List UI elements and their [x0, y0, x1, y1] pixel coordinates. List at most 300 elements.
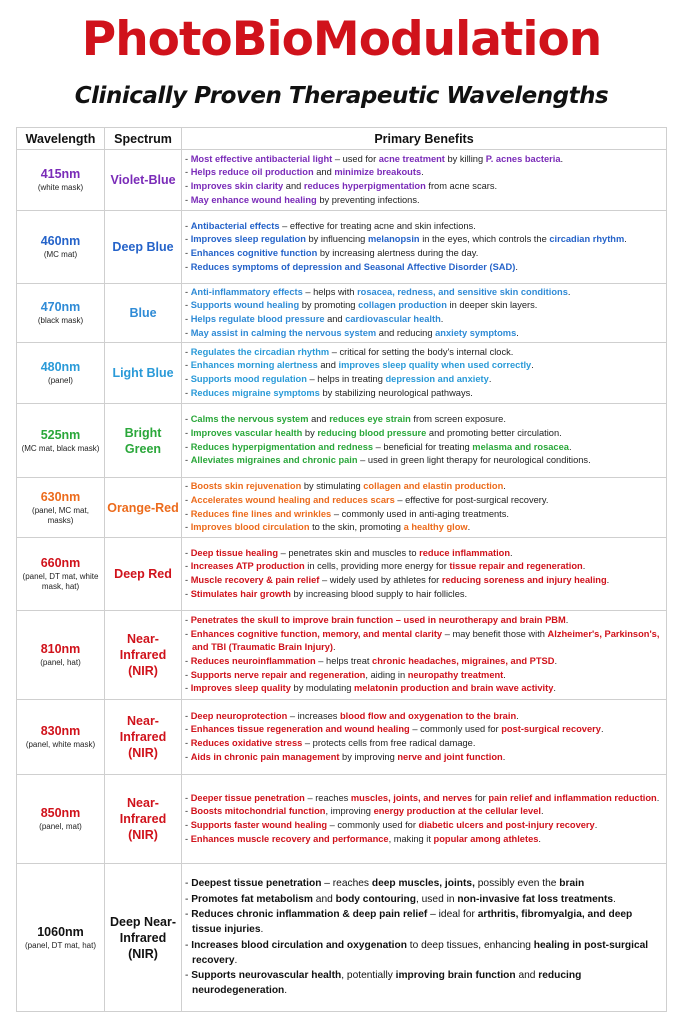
benefit-highlight: brain — [559, 878, 585, 890]
benefit-item — [185, 373, 662, 387]
benefit-text: by improving — [339, 751, 398, 762]
benefit-highlight: Deep tissue healing — [190, 547, 279, 558]
spectrum-cell: Deep Red — [105, 538, 182, 611]
benefit-item — [185, 892, 662, 907]
benefit-highlight: Reduces neuroinflammation — [190, 656, 316, 666]
benefit-text: – helps with — [302, 286, 358, 297]
benefit-text: in the eyes, which controls the — [419, 234, 550, 245]
benefit-text: . — [503, 481, 506, 492]
benefit-highlight: Calms the nervous system — [190, 414, 309, 425]
benefit-item — [185, 669, 662, 683]
benefit-item — [185, 313, 662, 327]
benefit-highlight: reducing blood pressure — [317, 427, 427, 438]
wavelength-value: 830nm — [40, 724, 81, 738]
benefit-text: - — [185, 522, 191, 533]
benefit-highlight: Deepest tissue penetration — [191, 878, 322, 890]
benefit-highlight: Deep neuroprotection — [190, 710, 288, 721]
benefit-item — [185, 833, 662, 847]
table-row — [17, 775, 667, 864]
benefit-text: . — [234, 954, 238, 966]
benefit-text: . — [582, 561, 586, 572]
wavelength-value: 470nm — [40, 300, 81, 314]
benefit-text: - — [185, 455, 191, 466]
benefit-text: , making it — [388, 833, 434, 844]
benefit-text: by stimulating — [301, 481, 364, 492]
benefit-highlight: Improves skin clarity — [190, 181, 284, 191]
table-header-row — [17, 128, 667, 150]
benefit-text: , aiding in — [365, 669, 408, 680]
benefit-text: and — [317, 360, 339, 371]
benefit-text: , improving — [325, 806, 374, 817]
wavelength-value: 480nm — [40, 360, 81, 374]
benefit-text: - — [185, 220, 191, 231]
spectrum-cell: Near-Infrared (NIR) — [105, 775, 182, 864]
benefit-text: . — [656, 792, 660, 803]
benefit-item — [185, 819, 662, 833]
benefits-list — [185, 220, 662, 274]
wavelength-value: 1060nm — [37, 924, 84, 939]
benefit-text: – increases — [287, 710, 340, 721]
benefit-text: from acne scars. — [425, 181, 498, 191]
benefit-text: and — [283, 181, 304, 191]
spectrum-cell: Deep Blue — [105, 211, 182, 284]
spectrum-cell: Near-Infrared (NIR) — [105, 700, 182, 775]
benefit-highlight: Enhances morning alertness — [190, 360, 318, 371]
benefit-highlight: Stimulates hair growth — [190, 588, 291, 599]
benefits-list — [185, 153, 662, 207]
benefits-cell — [182, 478, 667, 538]
wavelength-device-note: (panel, mat) — [39, 822, 82, 831]
benefit-text: in deeper skin layers. — [446, 300, 538, 311]
benefit-text: - — [185, 628, 191, 639]
benefit-highlight: Reduces migraine symptoms — [190, 387, 320, 398]
benefit-highlight: Reduces fine lines and wrinkles — [190, 508, 332, 519]
benefit-text: . — [515, 261, 518, 272]
benefit-highlight: Enhances muscle recovery and performance — [190, 833, 389, 844]
benefit-item — [185, 327, 662, 341]
benefits-cell — [182, 211, 667, 284]
wavelength-device-note: (MC mat, black mask) — [21, 443, 100, 453]
benefit-text: - — [185, 724, 191, 735]
header-wavelength: Wavelength — [17, 128, 105, 150]
benefit-text: . — [567, 286, 571, 297]
benefit-item — [185, 346, 662, 360]
benefit-text: - — [185, 261, 191, 272]
benefit-highlight: May assist in calming the nervous system — [190, 327, 377, 338]
table-row — [17, 864, 667, 1012]
benefit-text: . — [516, 710, 519, 721]
benefit-text: - — [185, 561, 191, 572]
benefit-highlight: popular among athletes — [433, 833, 539, 844]
benefit-item — [185, 480, 662, 494]
benefits-list — [185, 413, 662, 467]
benefit-text: - — [185, 738, 191, 748]
benefit-text: – commonly used for — [327, 820, 419, 830]
benefit-highlight: collagen and elastin production — [363, 481, 504, 492]
benefit-text: - — [185, 414, 191, 425]
benefit-text: – protects cells from free radical damage. — [302, 738, 476, 748]
benefit-item — [185, 655, 662, 669]
benefit-item — [185, 413, 662, 427]
benefits-list — [185, 614, 662, 696]
benefit-item — [185, 359, 662, 373]
benefit-text: – helps treat — [315, 656, 373, 666]
spectrum-cell: Blue — [105, 284, 182, 343]
benefit-item — [185, 427, 662, 441]
benefits-cell — [182, 775, 667, 864]
benefit-highlight: Most effective antibacterial light — [190, 153, 333, 164]
benefit-highlight: Helps reduce oil production — [190, 167, 314, 178]
benefit-text: - — [185, 683, 191, 694]
benefit-text: , used in — [415, 893, 458, 905]
benefit-item — [185, 588, 662, 602]
benefit-text: . — [624, 234, 627, 245]
benefit-text: - — [185, 153, 191, 164]
benefit-text: - — [185, 878, 192, 890]
benefit-item — [185, 180, 662, 194]
wavelength-cell — [17, 404, 105, 478]
wavelength-cell — [17, 284, 105, 343]
benefit-item — [185, 710, 662, 724]
benefit-highlight: minimize breakouts — [334, 167, 422, 178]
benefit-highlight: Aids in chronic pain management — [190, 751, 340, 762]
benefit-highlight: non-invasive fat loss treatments — [457, 893, 614, 905]
benefit-text: by modulating — [290, 683, 354, 694]
benefit-highlight: anxiety symptoms — [435, 327, 517, 338]
benefit-highlight: Boosts skin rejuvenation — [190, 481, 302, 492]
benefit-text: - — [185, 575, 191, 585]
benefit-highlight: Enhances cognitive function — [190, 248, 318, 258]
benefit-text: . — [606, 575, 610, 585]
benefit-highlight: deep muscles, joints, — [371, 878, 475, 890]
benefit-highlight: rosacea, redness, and sensitive skin conditions — [357, 286, 568, 297]
benefit-text: - — [185, 286, 191, 297]
benefit-text: - — [185, 820, 191, 830]
benefit-text: . — [467, 522, 471, 533]
benefit-text: . — [613, 893, 616, 905]
spectrum-cell: Near-Infrared (NIR) — [105, 611, 182, 700]
wavelength-cell — [17, 700, 105, 775]
benefit-text: - — [185, 494, 191, 505]
benefit-item — [185, 166, 662, 180]
benefit-text: and promoting better circulation. — [426, 427, 562, 438]
benefit-text: . — [333, 642, 336, 653]
benefit-highlight: Promotes fat metabolism — [191, 893, 313, 905]
benefits-cell — [182, 343, 667, 404]
benefit-text: - — [185, 167, 191, 178]
benefit-text: - — [185, 181, 191, 191]
benefit-item — [185, 628, 662, 655]
benefit-highlight: Reduces oxidative stress — [190, 738, 303, 748]
benefit-item — [185, 547, 662, 561]
benefit-text: and — [312, 893, 336, 905]
benefit-text: by influencing — [305, 234, 368, 245]
header-spectrum: Spectrum — [105, 128, 182, 150]
benefit-item — [185, 247, 662, 261]
wavelength-table — [16, 127, 667, 1012]
benefit-highlight: improving brain function — [395, 970, 516, 982]
benefit-text: – effective for post-surgical recovery. — [394, 494, 549, 505]
benefit-text: by stabilizing neurological pathways. — [319, 387, 473, 398]
table-row — [17, 404, 667, 478]
benefit-item — [185, 387, 662, 401]
benefit-highlight: Reduces hyperpigmentation and redness — [190, 441, 374, 452]
benefit-text: – effective for treating acne and skin infections. — [279, 220, 476, 231]
benefit-text: - — [185, 893, 192, 905]
table-row — [17, 538, 667, 611]
table-row — [17, 150, 667, 211]
benefit-highlight: Helps regulate blood pressure — [190, 314, 325, 324]
benefit-text: by — [302, 427, 318, 438]
benefit-text: - — [185, 346, 191, 357]
benefit-text: - — [185, 970, 192, 982]
benefit-text: and — [308, 414, 330, 425]
benefit-highlight: Enhances cognitive function, memory, and mental clarity — [190, 628, 443, 639]
benefit-text: - — [185, 374, 191, 384]
benefit-text: . — [553, 683, 556, 694]
benefits-cell — [182, 864, 667, 1012]
benefit-text: . — [503, 669, 506, 680]
benefit-text: . — [565, 615, 569, 626]
benefit-highlight: Improves blood circulation — [190, 522, 310, 533]
spectrum-cell: Violet-Blue — [105, 150, 182, 211]
wavelength-device-note: (panel, DT mat, white mask, hat) — [22, 572, 99, 591]
benefit-highlight: Deeper tissue penetration — [190, 792, 305, 803]
benefit-text: – may benefit those with — [442, 628, 548, 639]
benefit-text: and — [313, 167, 335, 178]
benefit-text: . — [554, 656, 558, 666]
benefit-text: . — [531, 360, 534, 371]
benefit-highlight: Supports neurovascular health — [191, 970, 342, 982]
header-benefits: Primary Benefits — [182, 128, 667, 150]
wavelength-device-note: (panel, MC mat, masks) — [32, 505, 89, 525]
benefit-item — [185, 560, 662, 574]
benefit-text: . — [540, 806, 544, 817]
wavelength-device-note: (MC mat) — [43, 250, 78, 259]
benefit-text: by increasing alertness during the day. — [317, 248, 479, 258]
benefit-highlight: P. acnes bacteria — [485, 153, 561, 164]
benefit-highlight: Supports nerve repair and regeneration — [190, 669, 366, 680]
benefit-text: - — [185, 327, 191, 338]
benefit-highlight: Improves sleep regulation — [190, 234, 306, 245]
benefit-highlight: collagen production — [358, 300, 447, 311]
wavelength-cell — [17, 343, 105, 404]
wavelength-value: 525nm — [40, 427, 81, 442]
benefit-highlight: tissue repair and regeneration — [449, 561, 583, 572]
table-row — [17, 611, 667, 700]
benefits-list — [185, 286, 662, 340]
benefit-item — [185, 723, 662, 737]
wavelength-value: 810nm — [40, 642, 81, 656]
benefit-highlight: Reduces symptoms of depression and Seasonal Affective Disorder (SAD) — [190, 261, 516, 272]
spectrum-cell: Light Blue — [105, 343, 182, 404]
benefit-item — [185, 194, 662, 208]
benefits-cell — [182, 150, 667, 211]
benefit-text: – widely used by athletes for — [319, 575, 442, 585]
benefit-text: by promoting — [299, 300, 359, 311]
benefit-highlight: Antibacterial effects — [190, 220, 280, 231]
benefit-highlight: body contouring — [335, 893, 416, 905]
wavelength-value: 850nm — [40, 806, 81, 820]
benefit-text: . — [510, 547, 513, 558]
benefit-text: - — [185, 939, 192, 951]
benefit-text: - — [185, 508, 191, 519]
benefit-text: from screen exposure. — [410, 414, 506, 425]
benefit-text: - — [185, 194, 191, 205]
benefit-text: – used in green light therapy for neurological conditions. — [357, 455, 591, 466]
benefit-highlight: pain relief and inflammation reduction — [488, 792, 657, 803]
benefits-cell — [182, 611, 667, 700]
benefit-highlight: Improves sleep quality — [190, 683, 291, 694]
benefit-text: . — [421, 167, 424, 178]
benefit-text: - — [185, 908, 192, 920]
benefit-text: - — [185, 710, 191, 721]
benefit-highlight: reduces hyperpigmentation — [303, 181, 426, 191]
benefit-text: – ideal for — [427, 908, 478, 920]
benefit-text: – used for — [332, 153, 379, 164]
wavelength-cell — [17, 864, 105, 1012]
benefit-item — [185, 805, 662, 819]
wavelength-device-note: (panel) — [48, 376, 73, 385]
benefit-item — [185, 876, 662, 891]
benefit-highlight: Enhances tissue regeneration and wound healing — [190, 724, 410, 735]
benefit-text: – reaches — [321, 878, 372, 890]
benefit-text: in cells, providing more energy for — [304, 561, 450, 572]
benefits-list — [185, 792, 662, 846]
benefit-text: and reducing — [376, 327, 436, 338]
spectrum-cell: Deep Near-Infrared (NIR) — [105, 864, 182, 1012]
benefit-text: . — [560, 153, 564, 164]
benefit-item — [185, 494, 662, 508]
benefit-text: . — [502, 751, 506, 762]
wavelength-cell — [17, 211, 105, 284]
table-row — [17, 478, 667, 538]
benefit-text: . — [440, 314, 444, 324]
benefit-highlight: post-surgical recovery — [501, 724, 601, 735]
benefit-text: - — [185, 806, 191, 817]
benefit-text: possibly even the — [474, 878, 560, 890]
benefits-list — [185, 346, 662, 400]
table-row — [17, 343, 667, 404]
benefit-text: . — [284, 985, 288, 997]
wavelength-device-note: (white mask) — [37, 183, 84, 192]
benefit-text: and — [515, 970, 539, 982]
benefit-item — [185, 454, 662, 468]
benefit-text: for — [472, 792, 489, 803]
benefit-text: . — [538, 833, 542, 844]
benefit-text: by killing — [444, 153, 486, 164]
benefit-highlight: Supports mood regulation — [190, 374, 307, 384]
benefit-item — [185, 521, 662, 535]
benefit-text: - — [185, 441, 191, 452]
wavelength-value: 415nm — [40, 167, 81, 181]
benefit-item — [185, 614, 662, 628]
benefit-text: - — [185, 588, 191, 599]
benefits-list — [185, 547, 662, 601]
spectrum-cell: Orange-Red — [105, 478, 182, 538]
benefit-text: – commonly used for — [409, 724, 502, 735]
benefit-item — [185, 968, 662, 999]
benefit-highlight: neuropathy treatment — [407, 669, 504, 680]
benefit-highlight: Reduces chronic inflammation & deep pain relief — [191, 908, 428, 920]
benefit-highlight: nerve and joint function — [397, 751, 503, 762]
benefit-highlight: cardiovascular health — [345, 314, 441, 324]
table-row — [17, 284, 667, 343]
benefit-text: , potentially — [341, 970, 396, 982]
benefit-highlight: depression and anxiety — [385, 374, 489, 384]
benefit-highlight: melatonin production and brain wave activity — [354, 683, 554, 694]
benefit-highlight: Boosts mitochondrial function — [190, 806, 326, 817]
benefit-text: . — [516, 327, 519, 338]
benefit-highlight: Anti-inflammatory effects — [190, 286, 303, 297]
benefit-highlight: diabetic ulcers and post-injury recovery — [418, 820, 595, 830]
benefit-text: - — [185, 234, 191, 245]
benefit-text: - — [185, 387, 191, 398]
benefit-highlight: reducing soreness and injury healing — [441, 575, 607, 585]
wavelength-device-note: (panel, hat) — [40, 658, 81, 667]
benefit-text: - — [185, 481, 191, 492]
benefit-highlight: Penetrates the skull to improve brain function – used in neurotherapy and brain PBM — [190, 615, 566, 626]
benefit-item — [185, 508, 662, 522]
benefit-text: by preventing infections. — [316, 194, 420, 205]
benefits-cell — [182, 538, 667, 611]
wavelength-device-note: (black mask) — [37, 316, 84, 325]
benefit-item — [185, 220, 662, 234]
benefits-list — [185, 710, 662, 764]
benefits-cell — [182, 700, 667, 775]
benefit-highlight: reducing neurodegeneration — [192, 970, 582, 997]
benefit-item — [185, 938, 662, 969]
benefit-highlight: circadian rhythm — [549, 234, 625, 245]
benefit-highlight: Alzheimer's, Parkinson's, and TBI (Traumatic Brain Injury) — [192, 628, 660, 653]
benefit-text: - — [185, 300, 191, 311]
benefit-text: by increasing blood supply to hair follicles. — [290, 588, 468, 599]
page-subtitle: Clinically Proven Therapeutic Wavelengths — [74, 83, 609, 109]
benefit-item — [185, 751, 662, 765]
benefit-highlight: arthritis, fibromyalgia, and deep tissue injuries — [192, 908, 633, 936]
benefit-text: – penetrates skin and muscles to — [278, 547, 420, 558]
benefit-highlight: energy production at the cellular level — [373, 806, 541, 817]
benefit-item — [185, 153, 662, 167]
wavelength-device-note: (panel, DT mat, hat) — [25, 940, 96, 950]
benefit-text: to the skin, promoting — [309, 522, 404, 533]
benefit-text: – reaches — [304, 792, 351, 803]
benefit-highlight: chronic headaches, migraines, and PTSD — [372, 656, 555, 666]
wavelength-value: 660nm — [40, 556, 81, 570]
benefit-text: - — [185, 656, 191, 666]
benefit-text: – critical for setting the body's internal clock. — [329, 346, 514, 357]
benefit-highlight: Supports wound healing — [190, 300, 300, 311]
spectrum-cell: Bright Green — [105, 404, 182, 478]
benefit-text: – helps in treating — [306, 374, 386, 384]
wavelength-cell — [17, 478, 105, 538]
wavelength-device-note: (panel, white mask) — [25, 740, 96, 749]
benefit-text: – commonly used in anti-aging treatments. — [331, 508, 509, 519]
benefit-highlight: a healthy glow — [403, 522, 468, 533]
benefit-text: - — [185, 615, 191, 626]
benefit-item — [185, 574, 662, 588]
wavelength-cell — [17, 150, 105, 211]
benefit-text: – beneficial for treating — [373, 441, 473, 452]
benefits-cell — [182, 284, 667, 343]
benefit-highlight: reduce inflammation — [419, 547, 511, 558]
benefit-text: . — [260, 924, 264, 936]
benefit-text: - — [185, 547, 191, 558]
benefit-highlight: acne treatment — [378, 153, 445, 164]
benefit-item — [185, 737, 662, 751]
wavelength-value: 460nm — [40, 234, 81, 248]
benefit-highlight: Increases ATP production — [190, 561, 305, 572]
